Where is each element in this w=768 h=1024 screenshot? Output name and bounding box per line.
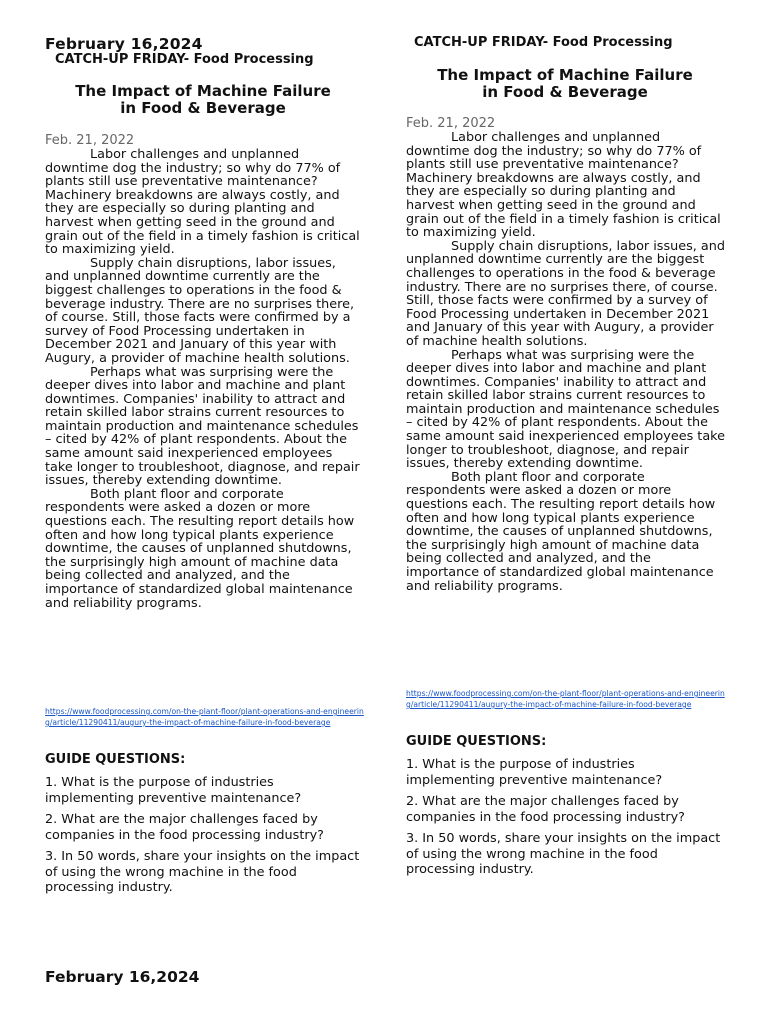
date-heading: February 16,2024 — [45, 35, 203, 53]
source-link[interactable]: https://www.foodprocessing.com/on-the-plant-floor/plant-operations-and-engineering/article/11290411/augury-the-impact-of-machine-failure-in-food-beverage — [406, 689, 725, 709]
article-title — [406, 67, 724, 101]
article-title-line1: The Impact of Machine Failure — [75, 82, 331, 100]
source-link[interactable]: https://www.foodprocessing.com/on-the-plant-floor/plant-operations-and-engineering/article/11290411/augury-the-impact-of-machine-failure-in-food-beverage — [45, 707, 364, 727]
bottom-date-heading: February 16,2024 — [45, 968, 200, 986]
article-title — [45, 83, 361, 117]
guide-questions-list — [45, 775, 365, 902]
catchup-label: CATCH-UP FRIDAY- Food Processing — [55, 52, 314, 67]
article-paragraph: Supply chain disruptions, labor issues, and unplanned downtime currently are the biggest challenges to operations in the food & beverage industry. There are no surprises there, of course. Still, those facts were confirmed by a survey of Food Processing undertaken in December 2021 and January of this year with Augury, a provider of machine health solutions. — [45, 255, 355, 366]
article-paragraph: Perhaps what was surprising were the deeper dives into labor and machine and plant downtimes. Companies' inability to attract and retain skilled labor strains current resources to maintain production and maintenance schedules – cited by 42% of plant respondents. About the same amount said inexperienced employees take longer to troubleshoot, diagnose, and repair issues, thereby extending downtime. — [45, 364, 360, 489]
article-paragraph: Both plant floor and corporate respondents were asked a dozen or more questions each. The resulting report details how often and how long typical plants experience downtime, the causes of unplanned shutdowns, the surprisingly high amount of machine data being collected and analyzed, and the importance of standardized global maintenance and reliability programs. — [406, 469, 716, 594]
guide-questions-list — [406, 757, 726, 884]
guide-questions-heading: GUIDE QUESTIONS: — [406, 734, 547, 749]
article-paragraph: Perhaps what was surprising were the deeper dives into labor and machine and plant downtimes. Companies' inability to attract and retain skilled labor strains current resources to maintain production and maintenance schedules – cited by 42% of plant respondents. About the same amount said inexperienced employees take longer to troubleshoot, diagnose, and repair issues, thereby extending downtime. — [406, 347, 725, 472]
article-paragraph: Labor challenges and unplanned downtime dog the industry; so why do 77% of plants still use preventative maintenance? Machinery breakdowns are always costly, and they are especially so during planting and harvest when getting seed in the ground and grain out of the field in a timely fashion is critical to maximizing yield. — [406, 130, 721, 241]
article-paragraph: Supply chain disruptions, labor issues, and unplanned downtime currently are the biggest challenges to operations in the food & beverage industry. There are no surprises there, of course. Still, those facts were confirmed by a survey of Food Processing undertaken in December 2021 and January of this year with Augury, a provider of machine health solutions. — [406, 238, 725, 349]
pub-date: Feb. 21, 2022 — [406, 116, 496, 131]
article-paragraph: Both plant floor and corporate respondents were asked a dozen or more questions each. The resulting report details how often and how long typical plants experience downtime, the causes of unplanned shutdowns, the surprisingly high amount of machine data being collected and analyzed, and the importance of standardized global maintenance and reliability programs. — [45, 486, 355, 611]
guide-question: 3. In 50 words, share your insights on the impact of using the wrong machine in the food processing industry. — [45, 849, 360, 895]
pub-date: Feb. 21, 2022 — [45, 133, 135, 148]
guide-question: 3. In 50 words, share your insights on the impact of using the wrong machine in the food processing industry. — [406, 831, 721, 877]
guide-question: 2. What are the major challenges faced by companies in the food processing industry? — [406, 794, 685, 825]
article-paragraph: Labor challenges and unplanned downtime dog the industry; so why do 77% of plants still use preventative maintenance? Machinery breakdowns are always costly, and they are especially so during planting and harvest when getting seed in the ground and grain out of the field in a timely fashion is critical to maximizing yield. — [45, 147, 360, 258]
article-body — [406, 131, 726, 593]
article-title-line1: The Impact of Machine Failure — [437, 66, 693, 84]
article-title-line2: in Food & Beverage — [482, 83, 648, 101]
article-body — [45, 148, 363, 610]
guide-question: 1. What is the purpose of industries implementing preventive maintenance? — [406, 757, 663, 788]
guide-questions-heading: GUIDE QUESTIONS: — [45, 752, 186, 767]
catchup-label: CATCH-UP FRIDAY- Food Processing — [414, 35, 673, 50]
article-title-line2: in Food & Beverage — [120, 99, 286, 117]
guide-question: 2. What are the major challenges faced by companies in the food processing industry? — [45, 812, 324, 843]
guide-question: 1. What is the purpose of industries implementing preventive maintenance? — [45, 775, 302, 806]
